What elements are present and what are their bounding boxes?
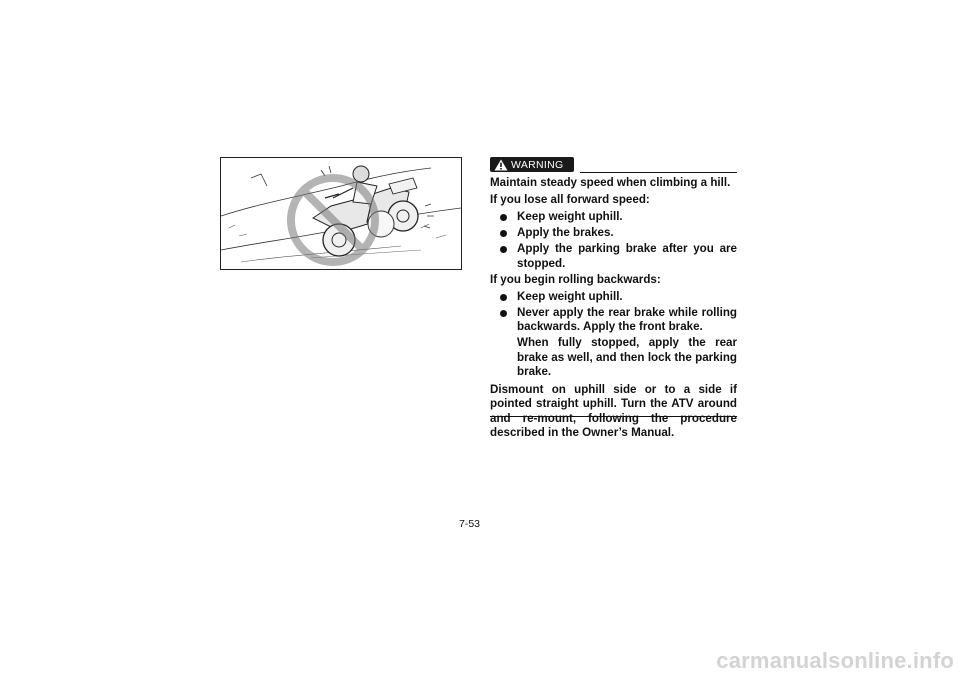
- watermark: carmanualsonline.info: [716, 648, 954, 673]
- bullet-icon: [500, 310, 507, 317]
- list-item-text: Never apply the rear brake while rolling backwards. Apply the front brake.: [517, 305, 737, 333]
- warning-triangle-icon: [494, 159, 508, 171]
- warning-label: WARNING: [511, 158, 564, 171]
- warning-badge: [490, 157, 574, 172]
- warning-top-rule: [580, 172, 737, 173]
- bullet-icon: [500, 230, 507, 237]
- dismount-paragraph: Dismount on uphill side or to a side if pointed straight uphill. Turn the ATV around and re-mount, following the procedure described in the Owner’s Manual.: [490, 382, 737, 439]
- page-number: 7-53: [459, 518, 481, 530]
- list-item: [490, 290, 737, 305]
- bullet-icon: [500, 246, 507, 253]
- list-item-text: Keep weight uphill.: [517, 210, 623, 223]
- atv-illustration-svg: [221, 158, 461, 269]
- list-item: [490, 242, 737, 271]
- list-item-text: Apply the brakes.: [517, 226, 614, 239]
- bullet-icon: [500, 214, 507, 221]
- warning-header: [490, 157, 737, 173]
- list-item-text: Apply the parking brake after you are stopped.: [517, 242, 737, 270]
- warning-bottom-rule: [490, 416, 737, 417]
- list-item: [490, 210, 737, 225]
- atv-uphill-illustration: [220, 157, 462, 270]
- list-item: [490, 226, 737, 241]
- list-item-text: Keep weight uphill.: [517, 289, 623, 303]
- lose-speed-heading: If you lose all forward speed:: [490, 193, 650, 206]
- warning-intro: Maintain steady speed when climbing a hill.: [490, 176, 731, 189]
- rolling-followup: When fully stopped, apply the rear brake as well, and then lock the parking brake.: [517, 336, 737, 378]
- bullet-icon: [500, 294, 507, 301]
- list-item: [490, 306, 737, 335]
- warning-body: [490, 176, 737, 443]
- rolling-heading: If you begin rolling backwards:: [490, 272, 661, 286]
